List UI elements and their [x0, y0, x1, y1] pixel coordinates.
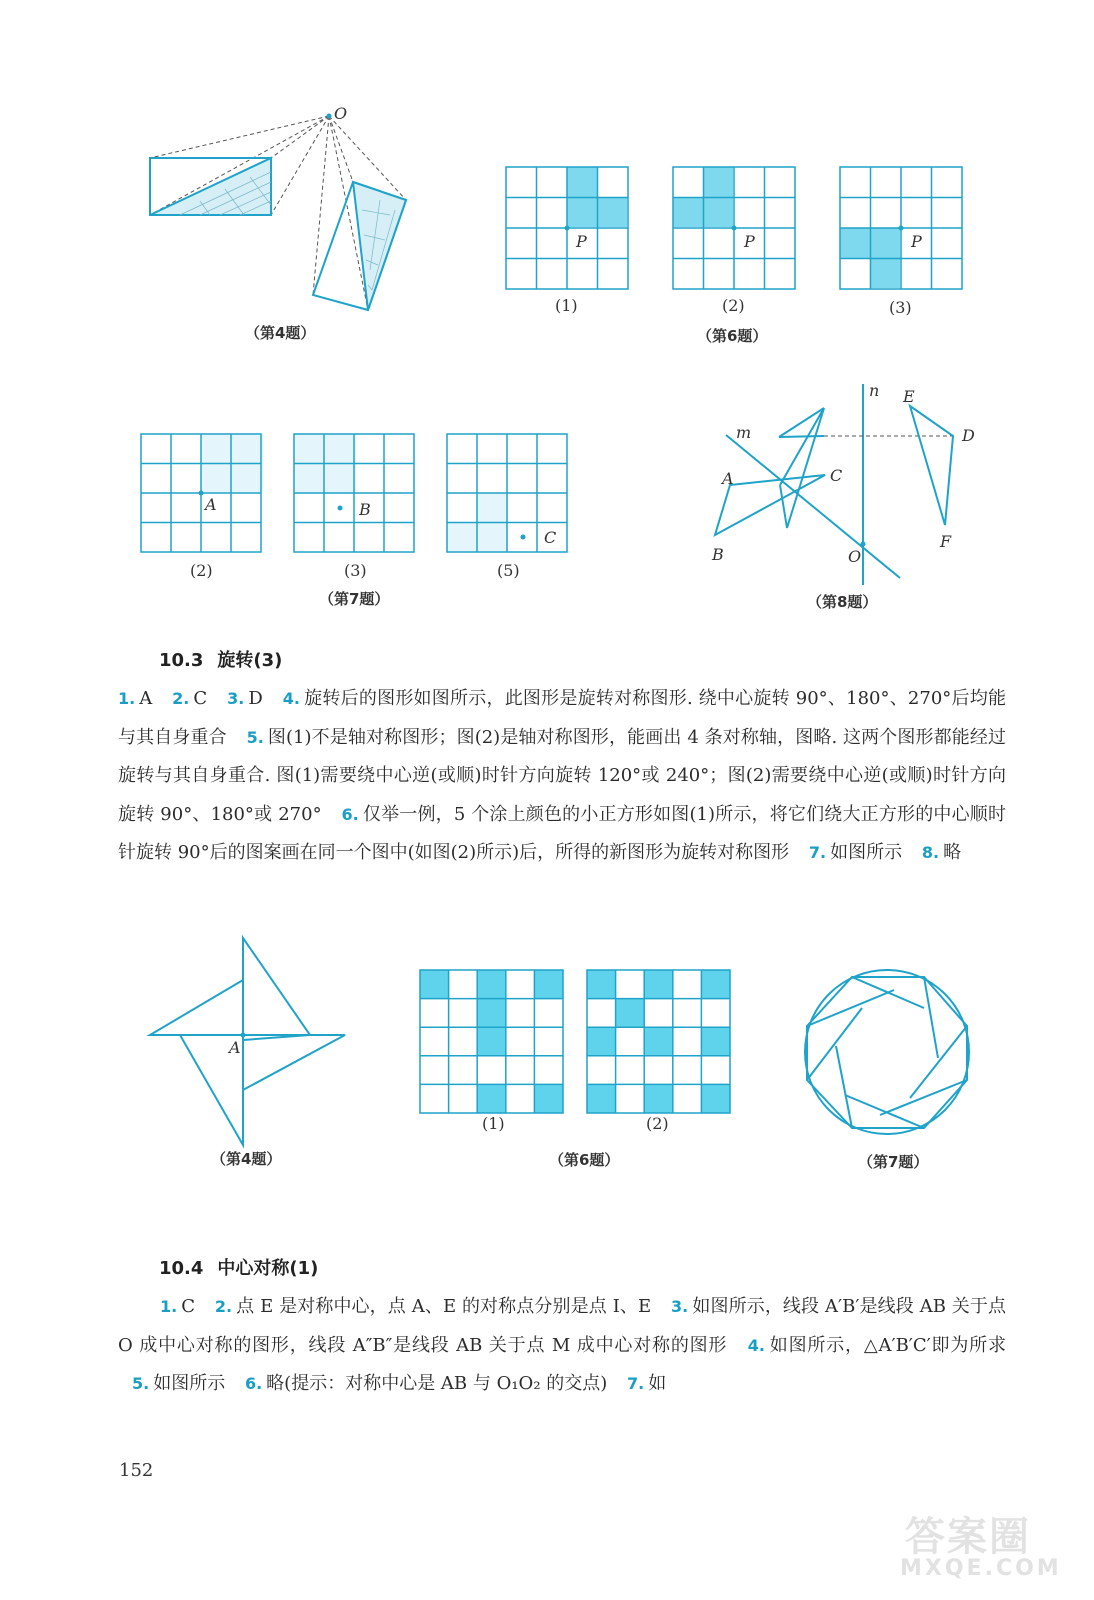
- answer-text: D: [248, 688, 263, 709]
- answer-number: 5.: [246, 727, 264, 747]
- label-B-q8: B: [712, 545, 724, 564]
- label-E: E: [903, 387, 915, 406]
- sublabel-q7-3: (3): [344, 561, 367, 580]
- sublabel-q6-3: (3): [889, 298, 912, 317]
- sublabel-q6b-1: (1): [482, 1114, 505, 1133]
- caption-q7: （第7题）: [319, 590, 390, 608]
- caption-q6-top: （第6题）: [697, 327, 768, 345]
- answer-text: 点 E 是对称中心，点 A、E 的对称点分别是点 I、E: [236, 1296, 652, 1317]
- caption-q7-bottom: （第7题）: [858, 1153, 929, 1171]
- answer-number: 5.: [132, 1374, 150, 1393]
- answer-number: 3.: [671, 1297, 689, 1316]
- answer-number: 2.: [214, 1297, 233, 1316]
- caption-q4-top: （第4题）: [245, 324, 316, 342]
- answer-text: 如图所示: [153, 1373, 226, 1394]
- answer-text: 旋转后的图形如图所示，此图形是旋转对称图形. 绕中心旋转 90°、180°、270°后均能与其自身重合: [118, 688, 1006, 748]
- label-P-2: P: [744, 232, 755, 251]
- answer-number: 3.: [227, 689, 245, 708]
- answer-number: 4.: [747, 1335, 765, 1355]
- answer-number: 1.: [160, 1297, 178, 1316]
- label-P-1: P: [576, 232, 587, 251]
- answer-number: 2.: [172, 689, 190, 708]
- section-heading-10-3: [159, 646, 282, 672]
- label-C-q8: C: [830, 466, 843, 485]
- answer-text: 如: [648, 1373, 667, 1394]
- label-O-q8: O: [848, 547, 862, 566]
- answer-number: 7.: [627, 1374, 645, 1393]
- label-B-q7: B: [359, 500, 371, 519]
- label-n: n: [869, 381, 880, 400]
- answer-text: C: [193, 688, 208, 709]
- sublabel-q7-5: (5): [497, 561, 520, 580]
- sublabel-q6b-2: (2): [646, 1114, 669, 1133]
- label-D: D: [962, 426, 975, 445]
- watermark-url: MXQE.COM: [900, 1556, 1062, 1581]
- label-A-q8: A: [722, 469, 734, 488]
- watermark-logo: 答案圈: [905, 1514, 1031, 1560]
- answer-text: C: [181, 1296, 195, 1317]
- figure-q7-grids: [135, 430, 575, 560]
- answer-number: 7.: [808, 843, 827, 862]
- figure-q4-rotation: [140, 100, 440, 330]
- caption-q6-bottom: （第6题）: [549, 1151, 620, 1169]
- label-O: O: [334, 104, 348, 123]
- answers-10-3: [118, 680, 1006, 873]
- answer-text: 仅举一例，5 个涂上颜色的小正方形如图(1)所示，将它们绕大正方形的中心顺时针旋转 90°后的图案画在同一个图中(如图(2)所示)后，所得的新图形为旋转对称图形: [118, 803, 1006, 863]
- sublabel-q6-1: (1): [555, 296, 578, 315]
- figure-q7-circle: [800, 970, 975, 1135]
- caption-q8: （第8题）: [807, 593, 878, 611]
- answer-number: 1.: [118, 689, 136, 708]
- answers-10-4: [118, 1288, 1006, 1404]
- figure-q6-grids: [500, 165, 970, 295]
- answer-text: A: [139, 688, 153, 709]
- section-number: 10.4: [159, 1258, 204, 1279]
- figure-q8-reflection: [700, 380, 1000, 590]
- section-title: 旋转(3): [217, 650, 283, 671]
- label-m: m: [736, 423, 752, 442]
- label-C-q7: C: [544, 528, 557, 547]
- answer-number: 6.: [341, 804, 359, 824]
- answer-text: 如图所示: [830, 842, 903, 863]
- answer-text: 如图所示，线段 A′B′是线段 AB 关于点 O 成中心对称的图形，线段 A″B″是线段 AB 关于点 M 成中心对称的图形: [118, 1296, 1006, 1356]
- answer-number: 4.: [282, 689, 300, 708]
- figure-q4-windmill: [145, 935, 355, 1155]
- answer-number: 6.: [244, 1374, 263, 1393]
- answer-text: 图(1)不是轴对称图形；图(2)是轴对称图形，能画出 4 条对称轴，图略. 这两个图形都能经过旋转与其自身重合. 图(1)需要绕中心逆(或顺)时针方向旋转 120°或 240°；图(2)需要绕中心逆(或顺)时针方向旋转 90°、180°或 270°: [118, 726, 1006, 825]
- answer-text: 略(提示：对称中心是 AB 与 O₁O₂ 的交点): [266, 1373, 608, 1394]
- page-number: 152: [119, 1460, 154, 1481]
- section-number: 10.3: [159, 650, 204, 671]
- label-F: F: [940, 532, 952, 551]
- label-A-q7: A: [205, 495, 217, 514]
- caption-q4-bottom: （第4题）: [211, 1150, 282, 1168]
- section-heading-10-4: [159, 1254, 318, 1280]
- answer-number: 8.: [921, 843, 940, 862]
- label-A-bottom: A: [229, 1038, 241, 1057]
- answer-text: 略: [943, 842, 962, 863]
- sublabel-q6-2: (2): [722, 296, 745, 315]
- answer-text: 如图所示，△A′B′C′即为所求: [769, 1334, 1006, 1356]
- label-P-3: P: [911, 232, 922, 251]
- section-title: 中心对称(1): [217, 1258, 319, 1279]
- figure-q6-patterns: [418, 968, 738, 1116]
- sublabel-q7-2: (2): [190, 561, 213, 580]
